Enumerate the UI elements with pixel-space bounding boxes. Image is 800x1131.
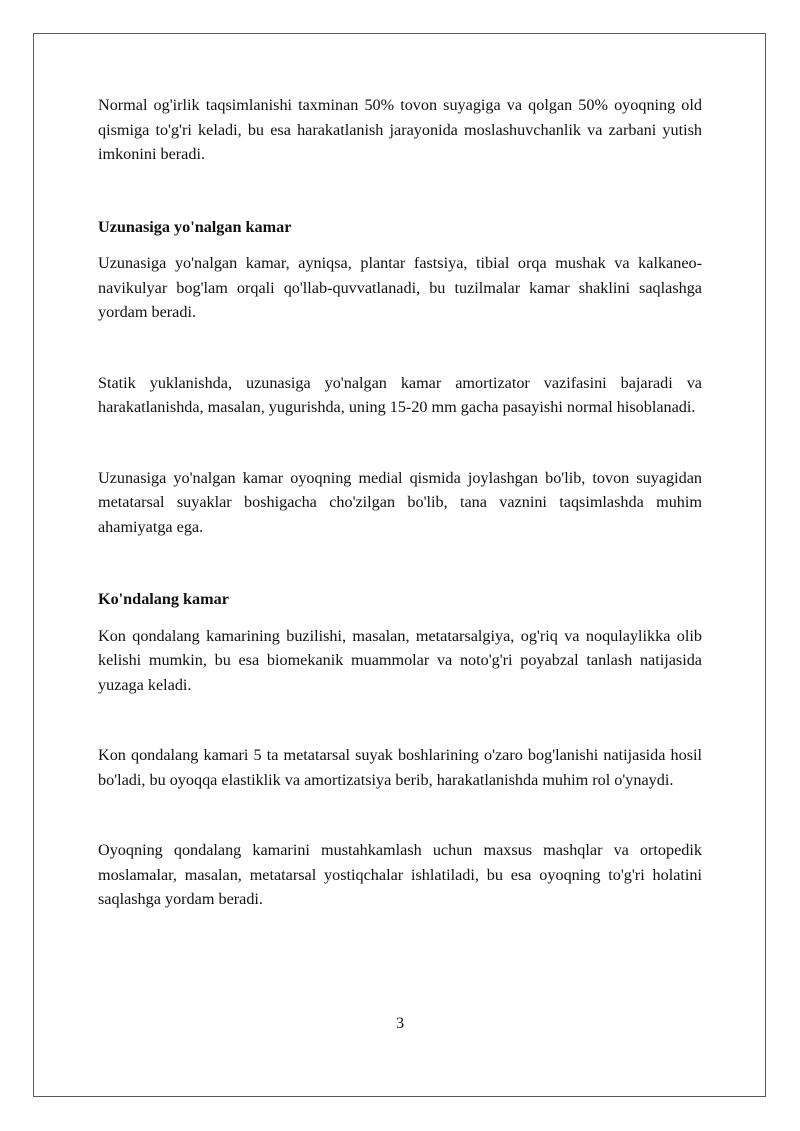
paragraph-weight-distribution: Normal og'irlik taqsimlanishi taxminan 50% tovon suyagiga va qolgan 50% oyoqning old qismiga to'g'ri keladi, bu esa harakatlanish jarayonida moslashuvchanlik va zarbani yutish imkonini beradi.: [98, 96, 702, 163]
heading-transverse-arch: Ko'ndalang kamar: [98, 590, 229, 608]
spacer: [98, 167, 702, 215]
spacer: [98, 420, 702, 466]
document-body: [98, 93, 702, 912]
paragraph-static-load: Statik yuklanishda, uzunasiga yo'nalgan kamar amortizator vazifasini bajaradi va harakatlanishda, masalan, yugurishda, uning 15-20 mm gacha pasayishi normal hisoblanadi.: [98, 373, 702, 416]
paragraph-longitudinal-support: Uzunasiga yo'nalgan kamar, ayniqsa, plantar fastsiya, tibial orqa mushak va kalkaneo-navikulyar bog'lam orqali qo'llab-quvvatlanadi, bu tuzilmalar kamar shaklini saqlashga yordam beradi.: [98, 254, 702, 321]
paragraph-transverse-strengthening: Oyoqning qondalang kamarini mustahkamlash uchun maxsus mashqlar va ortopedik moslamalar, masalan, metatarsal yostiqchalar ishlatiladi, bu esa oyoqning to'g'ri holatini saqlashga yordam beradi.: [98, 841, 702, 908]
spacer: [98, 325, 702, 371]
spacer: [98, 612, 702, 624]
paragraph-medial-position: Uzunasiga yo'nalgan kamar oyoqning medial qismida joylashgan bo'lib, tovon suyagidan metatarsal suyaklar boshigacha cho'zilgan bo'lib, tana vaznini taqsimlashda muhim ahamiyatga ega.: [98, 468, 702, 536]
spacer: [98, 792, 702, 838]
paragraph-transverse-disorder: Kon qondalang kamarining buzilishi, masalan, metatarsalgiya, og'riq va noqulaylikka olib kelishi mumkin, bu esa biomekanik muammolar va noto'g'ri poyabzal tanlash natijasida yuzaga keladi.: [98, 626, 702, 694]
heading-longitudinal-arch: Uzunasiga yo'nalgan kamar: [98, 217, 292, 236]
paragraph-transverse-formation: Kon qondalang kamari 5 ta metatarsal suyak boshlarining o'zaro bog'lanishi natijasida hosil bo'ladi, bu oyoqqa elastiklik va amortizatsiya berib, harakatlanishda muhim rol o'ynaydi.: [98, 746, 702, 789]
spacer: [98, 539, 702, 587]
spacer: [98, 239, 702, 251]
page-number: 3: [395, 1014, 405, 1032]
spacer: [98, 697, 702, 743]
